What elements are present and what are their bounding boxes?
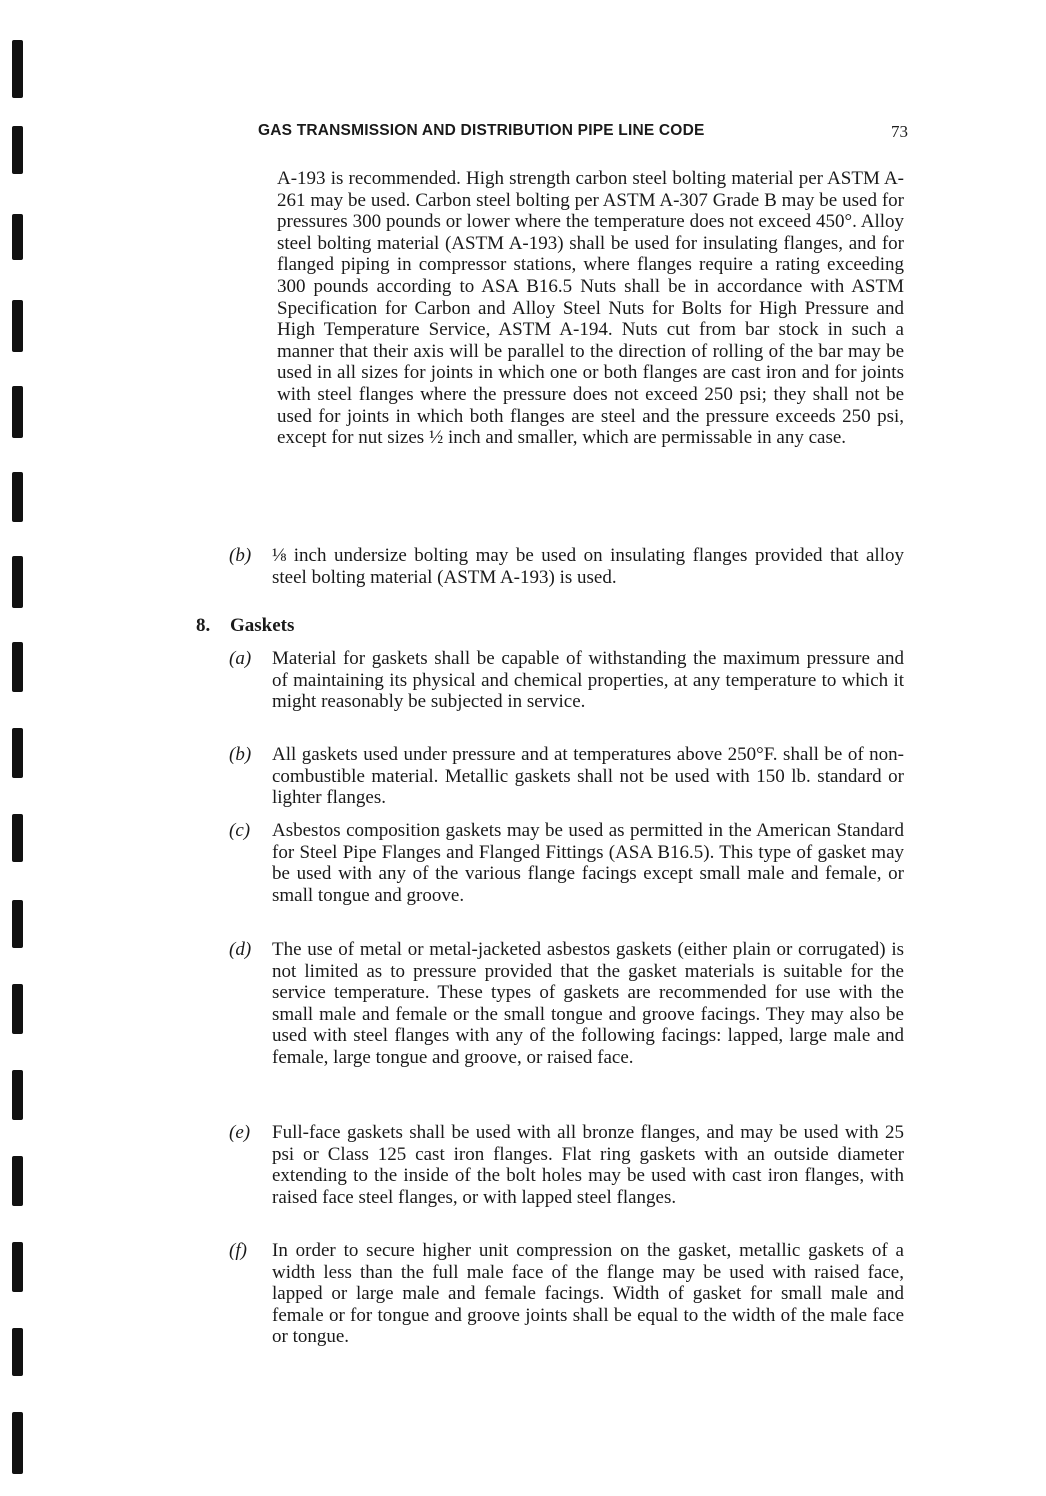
binding-mark: [12, 386, 23, 438]
item-marker: (b): [229, 545, 252, 566]
item-marker: (f): [229, 1240, 247, 1261]
item-text: In order to secure higher unit compression on the gasket, metallic gaskets of a width less than the full male face of the flange may be used with raised face, lapped or large male and female facings. Width of gasket for small male and female or for tongue and groove joints shall be equal to the width of the male face or tongue.: [272, 1240, 904, 1348]
binding-mark: [12, 556, 23, 608]
gasket-item-d: [229, 939, 904, 1069]
gasket-item-b: [229, 744, 904, 809]
binding-mark: [12, 642, 23, 692]
item-text: ⅛ inch undersize bolting may be used on insulating flanges provided that alloy steel bolting material (ASTM A-193) is used.: [272, 545, 904, 588]
gasket-item-c: [229, 820, 904, 906]
item-text: Asbestos composition gaskets may be used as permitted in the American Standard for Steel Pipe Flanges and Flanged Fittings (ASA B16.5). This type of gasket may be used with any of the various flange facings except small male and female, or small tongue and groove.: [272, 820, 904, 906]
page-header: [258, 122, 908, 142]
binding-mark: [12, 300, 23, 352]
bolting-item-b: [229, 545, 904, 588]
binding-mark: [12, 126, 23, 174]
item-marker: (d): [229, 939, 252, 960]
binding-mark: [12, 472, 23, 522]
section-title: Gaskets: [230, 615, 295, 636]
item-marker: (e): [229, 1122, 251, 1143]
section-number: 8.: [196, 615, 211, 636]
gasket-item-e: [229, 1122, 904, 1208]
item-text: All gaskets used under pressure and at temperatures above 250°F. shall be of non-combustible material. Metallic gaskets shall not be used with 150 lb. standard or lighter flanges.: [272, 744, 904, 809]
gasket-item-f: [229, 1240, 904, 1348]
binding-mark: [12, 900, 23, 948]
binding-mark: [12, 1412, 23, 1474]
binding-mark: [12, 1328, 23, 1376]
running-title: GAS TRANSMISSION AND DISTRIBUTION PIPE LINE CODE: [258, 122, 705, 139]
item-text: Material for gaskets shall be capable of withstanding the maximum pressure and of maintaining its physical and chemical properties, at any temperature to which it might reasonably be subjected in service.: [272, 648, 904, 713]
bolting-paragraph-continuation: A-193 is recommended. High strength carbon steel bolting material per ASTM A-261 may be used. Carbon steel bolting per ASTM A-307 Grade B may be used for pressures 300 pounds or lower where the temperature does not exceed 450°. Alloy steel bolting material (ASTM A-193) shall be used for insulating flanges, and for flanged piping in compressor stations, where flanges require a rating exceeding 300 pounds according to ASA B16.5 Nuts shall be in accordance with ASTM Specification for Carbon and Alloy Steel Nuts for Bolts for High Pressure and High Temperature Service, ASTM A-194. Nuts cut from bar stock in such a manner that their axis will be parallel to the direction of rolling of the bar may be used in all sizes for joints in which one or both flanges are cast iron and for joints with steel flanges where the pressure does not exceed 250 psi; they shall not be used for joints in which both flanges are steel and the pressure exceeds 250 psi, except for nut sizes ½ inch and smaller, which are permissable in any case.: [277, 168, 904, 449]
section-heading-gaskets: [196, 615, 294, 637]
binding-mark: [12, 728, 23, 778]
binding-mark: [12, 1242, 23, 1292]
gasket-item-a: [229, 648, 904, 713]
item-marker: (a): [229, 648, 252, 669]
item-text: The use of metal or metal-jacketed asbestos gaskets (either plain or corrugated) is not limited as to pressure provided that the gasket materials is suitable for the service temperature. These types of gaskets are recommended for use with the small male and female or the small tongue and groove facings. They may also be used with steel flanges with any of the following facings: lapped, large male and female, large tongue and groove, or raised face.: [272, 939, 904, 1068]
item-marker: (b): [229, 744, 252, 765]
item-marker: (c): [229, 820, 251, 841]
binding-mark: [12, 1070, 23, 1120]
binding-mark: [12, 1156, 23, 1206]
binding-mark: [12, 984, 23, 1034]
binding-mark: [12, 40, 23, 98]
binding-mark: [12, 214, 23, 260]
item-text: Full-face gaskets shall be used with all bronze flanges, and may be used with 25 psi or Class 125 cast iron flanges. Flat ring gaskets with an outside diameter extending to the inside of the bolt holes may be used with cast iron flanges, with raised face steel flanges, or with lapped steel flanges.: [272, 1122, 904, 1208]
page-number: 73: [891, 122, 908, 141]
binding-mark: [12, 814, 23, 862]
